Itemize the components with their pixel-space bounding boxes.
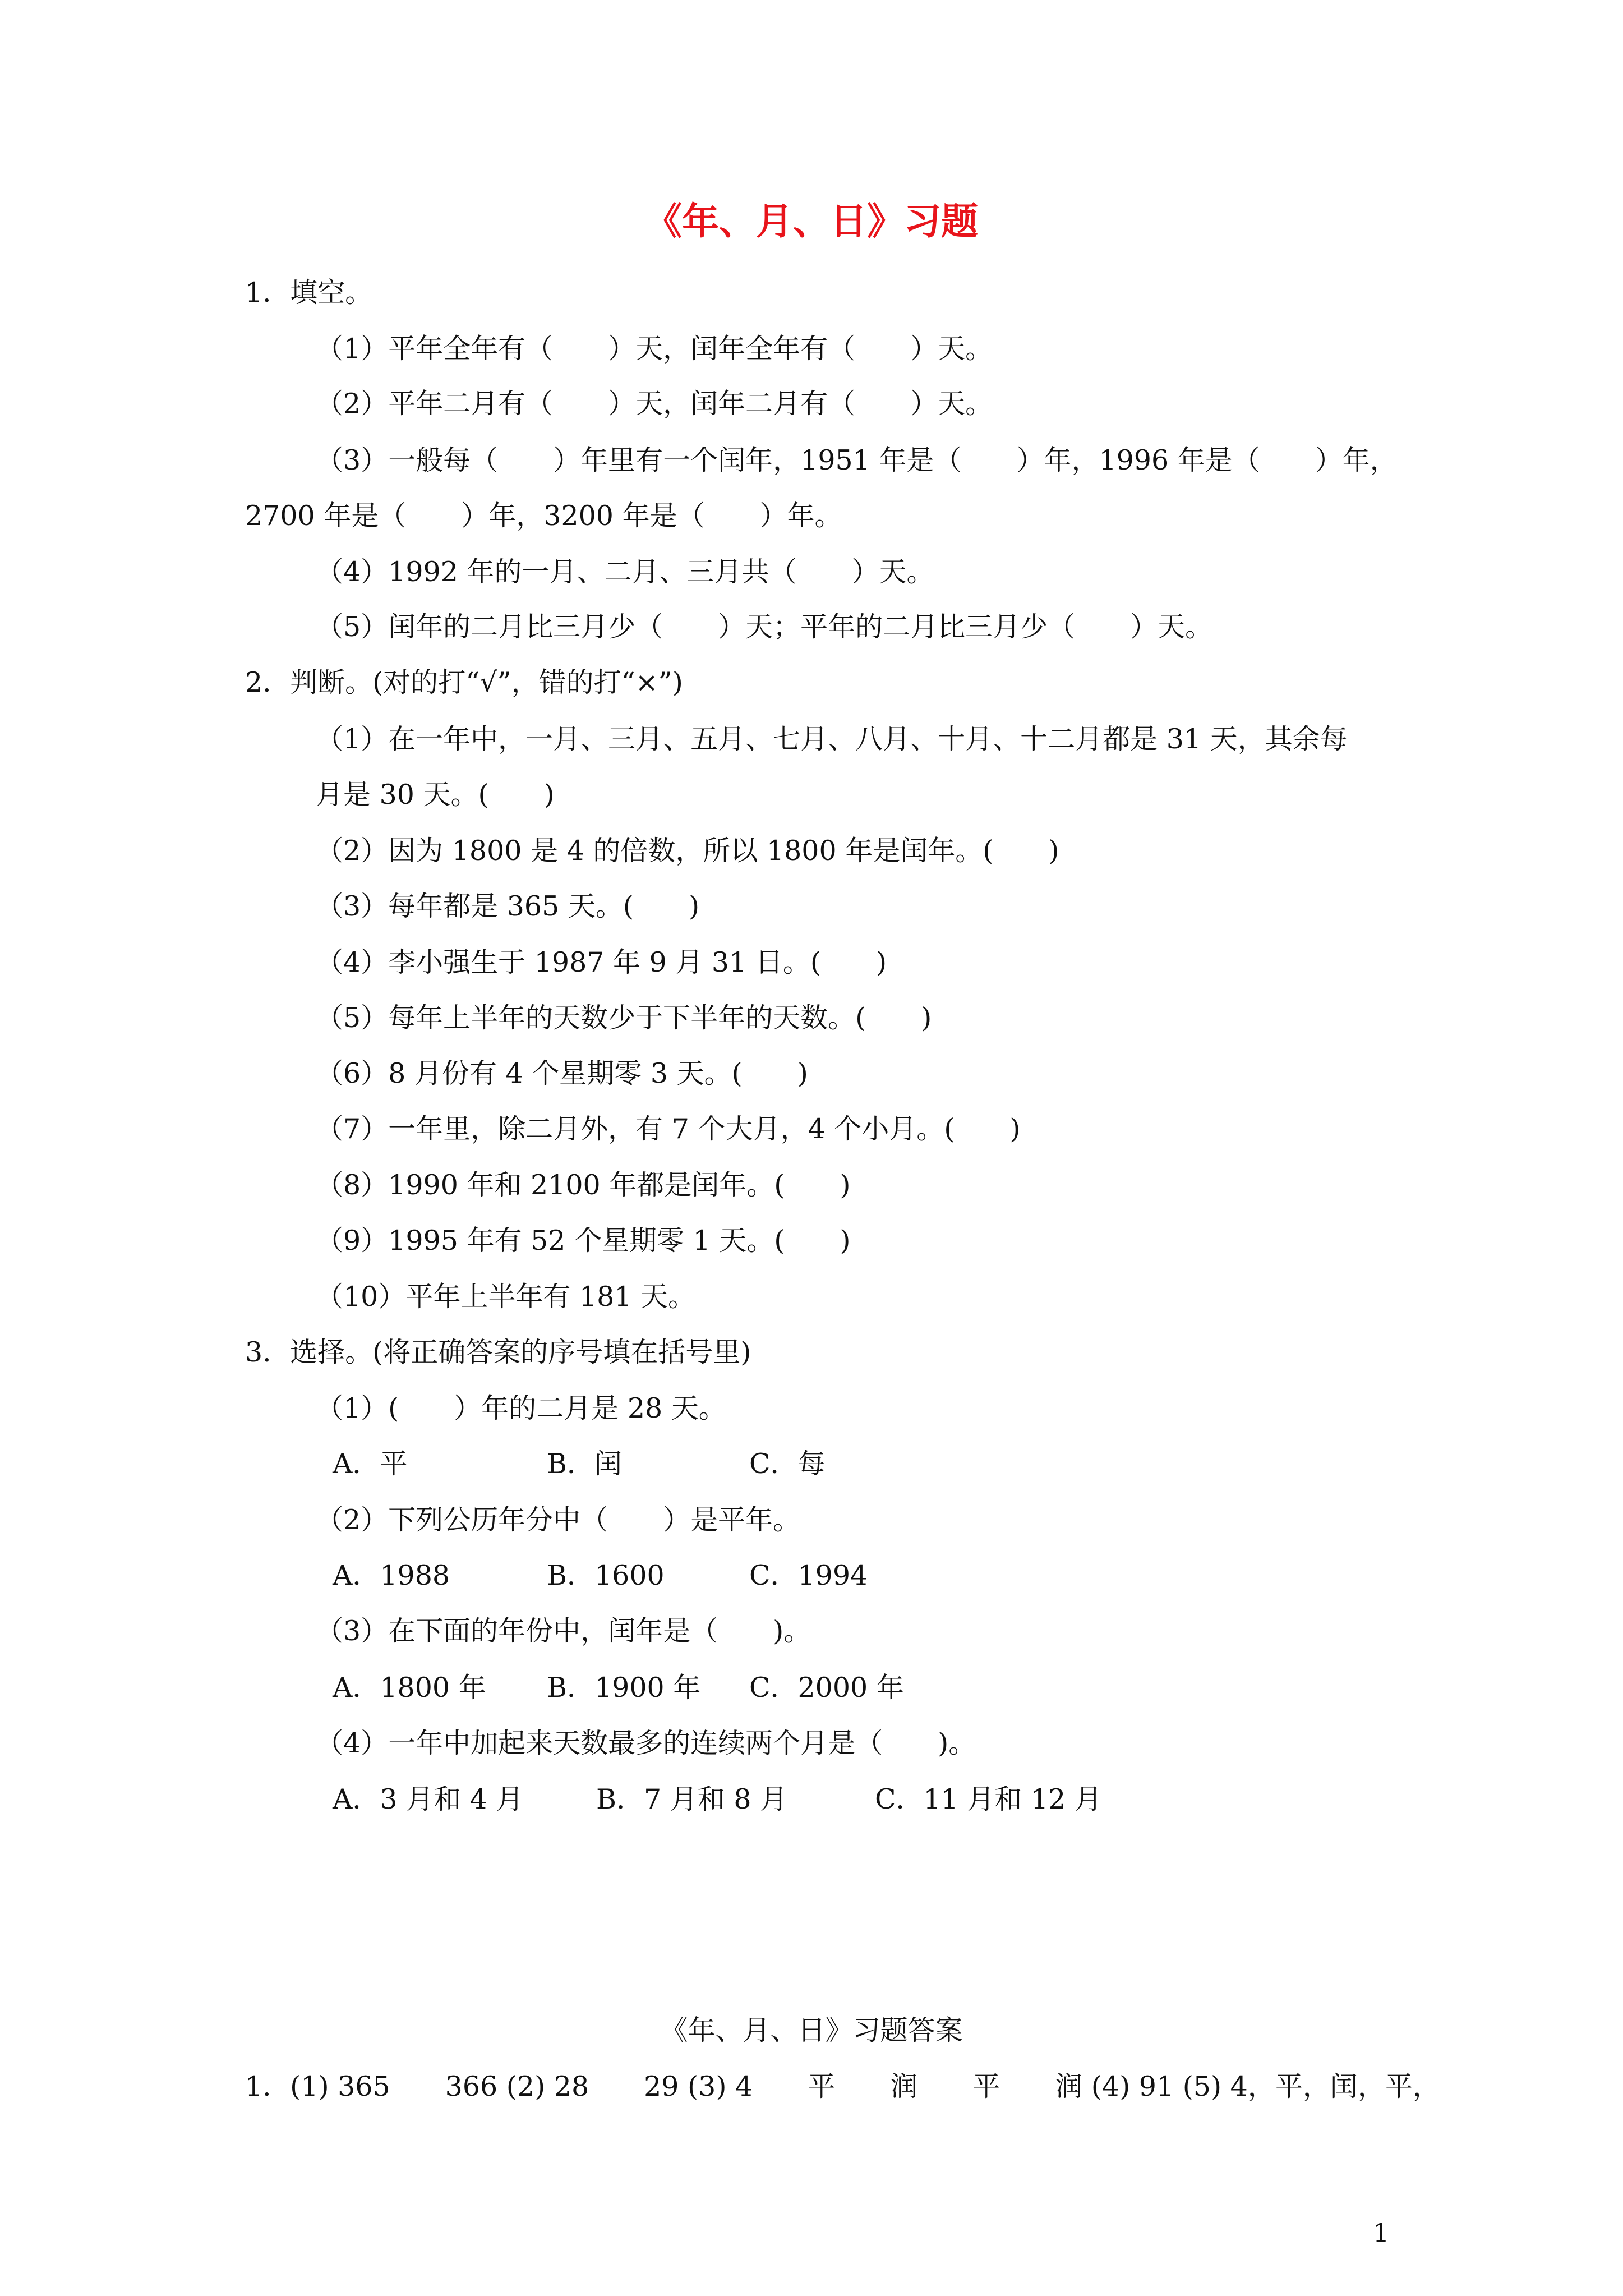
- judge-item-2: （2）因为 1800 是 4 的倍数，所以 1800 年是闰年。( ): [316, 835, 1059, 867]
- answers-title: 《年、月、日》习题答案: [660, 2014, 963, 2046]
- choice-question-1: （1）( ）年的二月是 28 天。: [316, 1392, 726, 1424]
- judge-item-8: （8）1990 年和 2100 年都是闰年。( ): [316, 1169, 851, 1201]
- choice-q2-option-a: A．1988: [333, 1559, 450, 1591]
- choice-q4-option-a: A．3 月和 4 月: [333, 1783, 524, 1815]
- fill-blank-item-1: （1）平年全年有（ ）天，闰年全年有（ ）天。: [316, 333, 993, 365]
- choice-q3-option-c: C．2000 年: [749, 1672, 904, 1704]
- judge-item-9: （9）1995 年有 52 个星期零 1 天。( ): [316, 1225, 851, 1257]
- judge-item-7: （7）一年里，除二月外，有 7 个大月，4 个小月。( ): [316, 1113, 1021, 1145]
- judge-item-3: （3）每年都是 365 天。( ): [316, 890, 700, 922]
- choice-q1-option-a: A．平: [333, 1448, 408, 1480]
- choice-q2-option-b: B．1600: [547, 1559, 665, 1591]
- choice-q3-option-a: A．1800 年: [333, 1672, 486, 1704]
- choice-question-3: （3）在下面的年份中，闰年是（ )。: [316, 1615, 811, 1647]
- choice-q4-option-c: C．11 月和 12 月: [875, 1783, 1102, 1815]
- judge-item-10: （10）平年上半年有 181 天。: [316, 1281, 696, 1313]
- fill-blank-item-5: （5）闰年的二月比三月少（ ）天；平年的二月比三月少（ ）天。: [316, 611, 1213, 643]
- document-title: 《年、月、日》习题: [645, 200, 978, 243]
- choice-question-2: （2）下列公历年分中（ ）是平年。: [316, 1504, 801, 1536]
- choice-q4-option-b: B．7 月和 8 月: [596, 1783, 788, 1815]
- section-3-heading: 3．选择。(将正确答案的序号填在括号里): [245, 1336, 751, 1368]
- choice-q3-option-b: B．1900 年: [547, 1672, 701, 1704]
- judge-item-5: （5）每年上半年的天数少于下半年的天数。( ): [316, 1002, 932, 1034]
- fill-blank-item-4: （4）1992 年的一月、二月、三月共（ ）天。: [316, 556, 934, 588]
- fill-blank-item-2: （2）平年二月有（ ）天，闰年二月有（ ）天。: [316, 388, 993, 420]
- judge-item-4: （4）李小强生于 1987 年 9 月 31 日。( ): [316, 946, 887, 978]
- choice-q1-option-c: C．每: [749, 1448, 826, 1480]
- page-number: 1: [1373, 2217, 1390, 2248]
- fill-blank-item-3: （3）一般每（ ）年里有一个闰年，1951 年是（ ）年，1996 年是（ ）年，: [316, 444, 1398, 476]
- fill-blank-item-3-cont: 2700 年是（ ）年，3200 年是（ ）年。: [245, 500, 842, 532]
- answers-line-1: 1．(1) 365 366 (2) 28 29 (3) 4 平 润 平 润 (4) 91 (5) 4，平，闰，平，: [245, 2070, 1440, 2102]
- choice-q1-option-b: B．闰: [547, 1448, 623, 1480]
- section-2-heading: 2．判断。(对的打“√”，错的打“×”): [245, 666, 683, 698]
- judge-item-6: （6）8 月份有 4 个星期零 3 天。( ): [316, 1057, 808, 1089]
- choice-q2-option-c: C．1994: [749, 1559, 868, 1591]
- judge-item-1: （1）在一年中，一月、三月、五月、七月、八月、十月、十二月都是 31 天，其余每: [316, 723, 1348, 755]
- section-1-heading: 1．填空。: [245, 277, 373, 309]
- judge-item-1-cont: 月是 30 天。( ): [316, 779, 555, 811]
- choice-question-4: （4）一年中加起来天数最多的连续两个月是（ )。: [316, 1727, 976, 1759]
